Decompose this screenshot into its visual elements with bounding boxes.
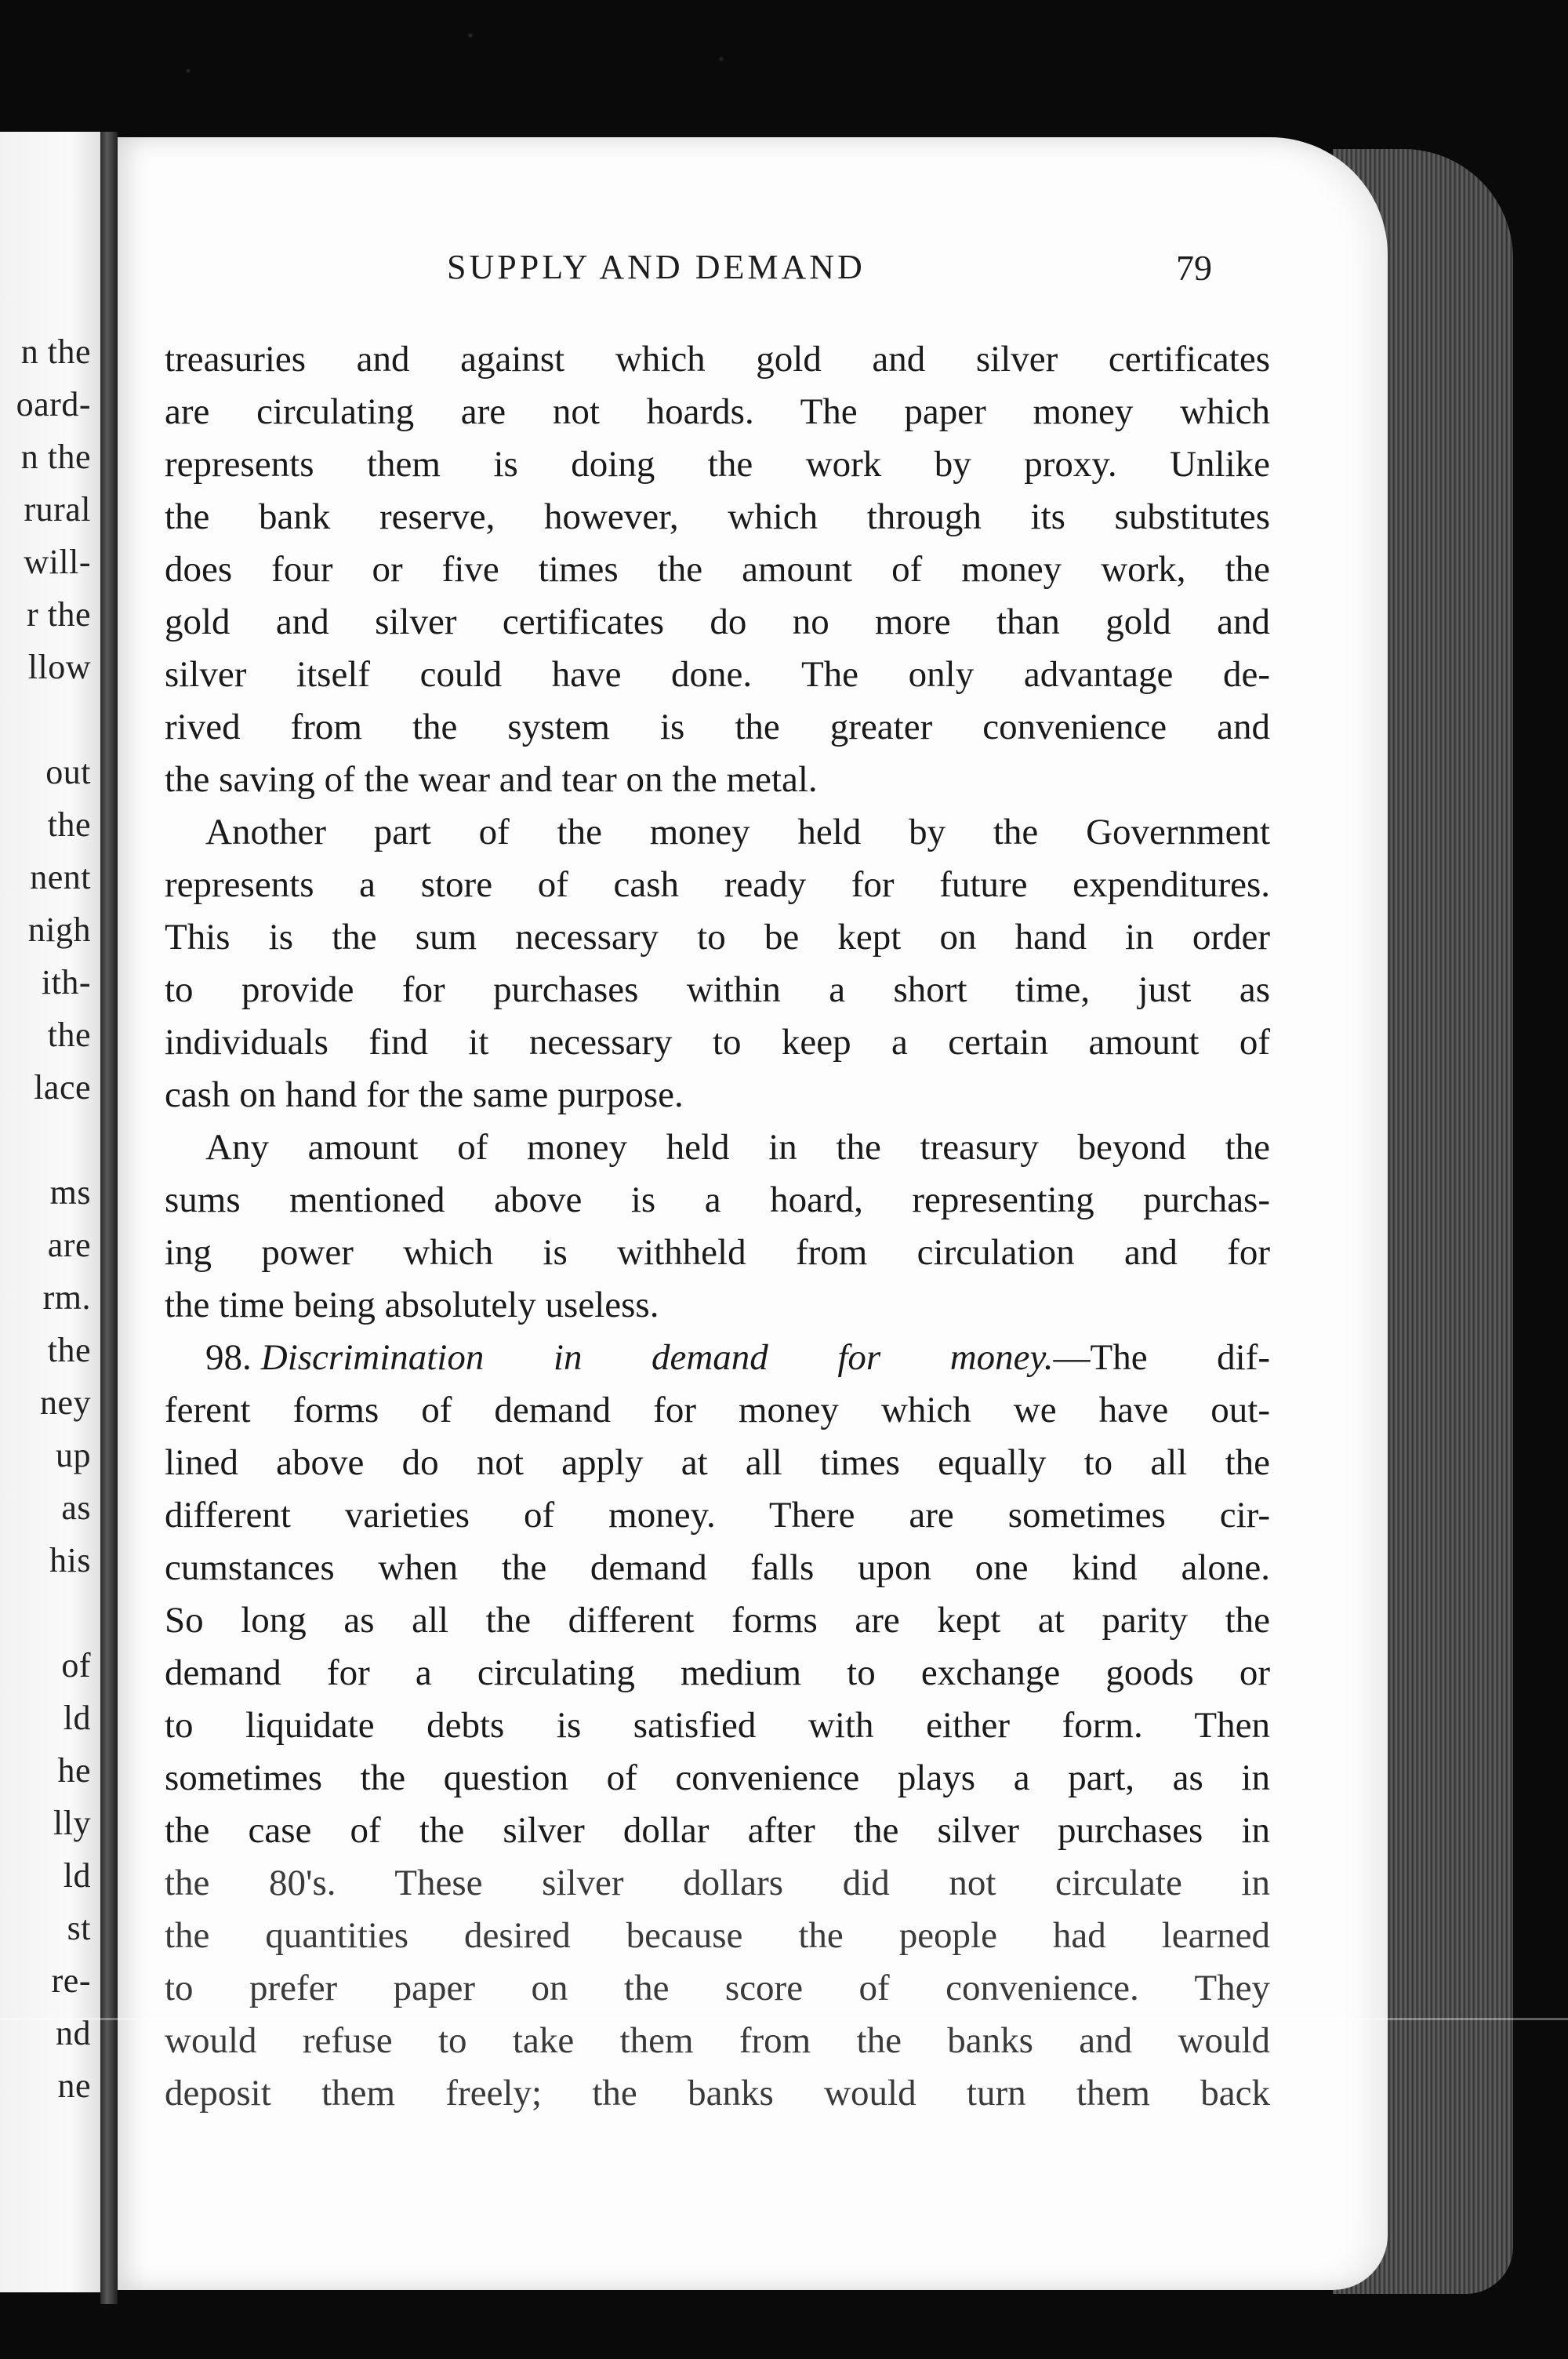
left-page-line-fragment: he bbox=[57, 1751, 91, 1790]
left-page-line-fragment: ne bbox=[57, 2066, 91, 2105]
left-page-line-fragment: r the bbox=[27, 595, 91, 634]
section-number: 98. bbox=[205, 1337, 252, 1378]
left-page-line-fragment: rural bbox=[24, 490, 91, 529]
paragraph-3 bbox=[165, 1121, 1270, 1332]
left-page-line-fragment: are bbox=[47, 1226, 91, 1264]
section-98 bbox=[165, 1332, 1270, 2120]
left-page-line-fragment: the bbox=[47, 805, 91, 844]
left-page-line-fragment: rm. bbox=[42, 1278, 91, 1317]
text-line: cumstances when the demand falls upon one kind alone. bbox=[165, 1547, 1270, 1588]
body-text bbox=[165, 333, 1270, 2120]
text-line: gold and silver certificates do no more than gold and bbox=[165, 602, 1270, 642]
text-line: the saving of the wear and tear on the metal. bbox=[165, 759, 818, 800]
text-line: deposit them freely; the banks would turn them back bbox=[165, 2073, 1270, 2114]
page-number: 79 bbox=[1176, 248, 1212, 288]
text-line: does four or five times the amount of money work, the bbox=[165, 549, 1270, 590]
left-page-line-fragment: ith- bbox=[41, 963, 91, 1001]
left-page-line-fragment: ms bbox=[49, 1173, 91, 1212]
text-line: the bank reserve, however, which through its substitutes bbox=[165, 496, 1270, 537]
left-page-line-fragment: llow bbox=[27, 648, 91, 686]
left-page-line-fragment: up bbox=[56, 1436, 91, 1474]
text-line: sometimes the question of convenience plays a part, as in bbox=[165, 1757, 1270, 1798]
text-line: to provide for purchases within a short time, just as bbox=[165, 969, 1270, 1010]
text-line: rived from the system is the greater convenience and bbox=[165, 707, 1270, 747]
section-heading-rest: —The dif- bbox=[1053, 1337, 1270, 1378]
left-page-line-fragment: oard- bbox=[16, 385, 91, 423]
left-page-line-fragment: will- bbox=[24, 543, 91, 581]
running-head-title: SUPPLY AND DEMAND bbox=[447, 248, 866, 286]
text-line: the time being absolutely useless. bbox=[165, 1285, 659, 1325]
left-page-line-fragment: lly bbox=[53, 1804, 91, 1842]
left-page-line-fragment: re- bbox=[51, 1961, 91, 2000]
text-line: Another part of the money held by the Government bbox=[205, 812, 1270, 852]
text-line: to liquidate debts is satisfied with either form. Then bbox=[165, 1705, 1270, 1746]
left-page-line-fragment: out bbox=[45, 753, 91, 791]
text-line: represents a store of cash ready for future expenditures. bbox=[165, 864, 1270, 905]
text-line: to prefer paper on the score of convenience. They bbox=[165, 1968, 1270, 2008]
left-page-line-fragment: ney bbox=[39, 1383, 91, 1422]
left-page-line-fragment: st bbox=[67, 1909, 91, 1947]
left-page-line-fragment: nent bbox=[30, 858, 91, 896]
left-page-line-fragment: of bbox=[61, 1646, 91, 1685]
text-line: demand for a circulating medium to exchange goods or bbox=[165, 1652, 1270, 1693]
text-line: This is the sum necessary to be kept on hand in order bbox=[165, 917, 1270, 958]
left-page-line-fragment: nd bbox=[56, 2014, 91, 2052]
left-page-line-fragment: lace bbox=[34, 1068, 91, 1107]
left-page-line-fragment: n the bbox=[20, 438, 91, 476]
text-line: are circulating are not hoards. The paper money which bbox=[165, 391, 1270, 432]
book-page bbox=[118, 137, 1388, 2290]
book-gutter bbox=[100, 132, 118, 2304]
left-page-line-fragment: n the bbox=[20, 333, 91, 371]
paragraph-1 bbox=[165, 333, 1270, 806]
text-line: cash on hand for the same purpose. bbox=[165, 1074, 684, 1115]
text-line: represents them is doing the work by proxy. Unlike bbox=[165, 444, 1270, 485]
text-line: silver itself could have done. The only advantage de- bbox=[165, 654, 1270, 695]
text-line: the case of the silver dollar after the silver purchases in bbox=[165, 1810, 1270, 1851]
left-page-line-fragment: the bbox=[47, 1331, 91, 1369]
text-line: treasuries and against which gold and silver certificates bbox=[165, 339, 1270, 380]
left-page-line-fragment: nigh bbox=[27, 911, 91, 949]
text-line: the quantities desired because the people had learned bbox=[165, 1915, 1270, 1956]
text-line: sums mentioned above is a hoard, representing purchas- bbox=[165, 1180, 1270, 1220]
text-line: ing power which is withheld from circulation and for bbox=[165, 1232, 1270, 1273]
left-page-line-fragment: the bbox=[47, 1016, 91, 1054]
scan-artifact-line bbox=[0, 2018, 1568, 2020]
text-line: different varieties of money. There are sometimes cir- bbox=[165, 1495, 1270, 1536]
text-line: would refuse to take them from the banks and would bbox=[165, 2020, 1270, 2061]
text-line: lined above do not apply at all times equally to all the bbox=[165, 1442, 1270, 1483]
left-page-line-fragment: ld bbox=[63, 1699, 91, 1737]
previous-page-fragment bbox=[0, 132, 100, 2292]
text-line: ferent forms of demand for money which we have out- bbox=[165, 1390, 1270, 1430]
section-heading-line bbox=[165, 1332, 1270, 1384]
paragraph-2 bbox=[165, 806, 1270, 1121]
text-line: So long as all the different forms are kept at parity the bbox=[165, 1600, 1270, 1641]
section-heading: Discrimination in demand for money. bbox=[260, 1337, 1054, 1378]
text-line: the 80's. These silver dollars did not circulate in bbox=[165, 1863, 1270, 1903]
running-head bbox=[118, 247, 1388, 294]
left-page-line-fragment: ld bbox=[63, 1856, 91, 1895]
text-line: individuals find it necessary to keep a certain amount of bbox=[165, 1022, 1270, 1063]
text-line: Any amount of money held in the treasury beyond the bbox=[205, 1127, 1270, 1168]
left-page-line-fragment: as bbox=[61, 1488, 91, 1527]
left-page-line-fragment: his bbox=[49, 1541, 91, 1579]
